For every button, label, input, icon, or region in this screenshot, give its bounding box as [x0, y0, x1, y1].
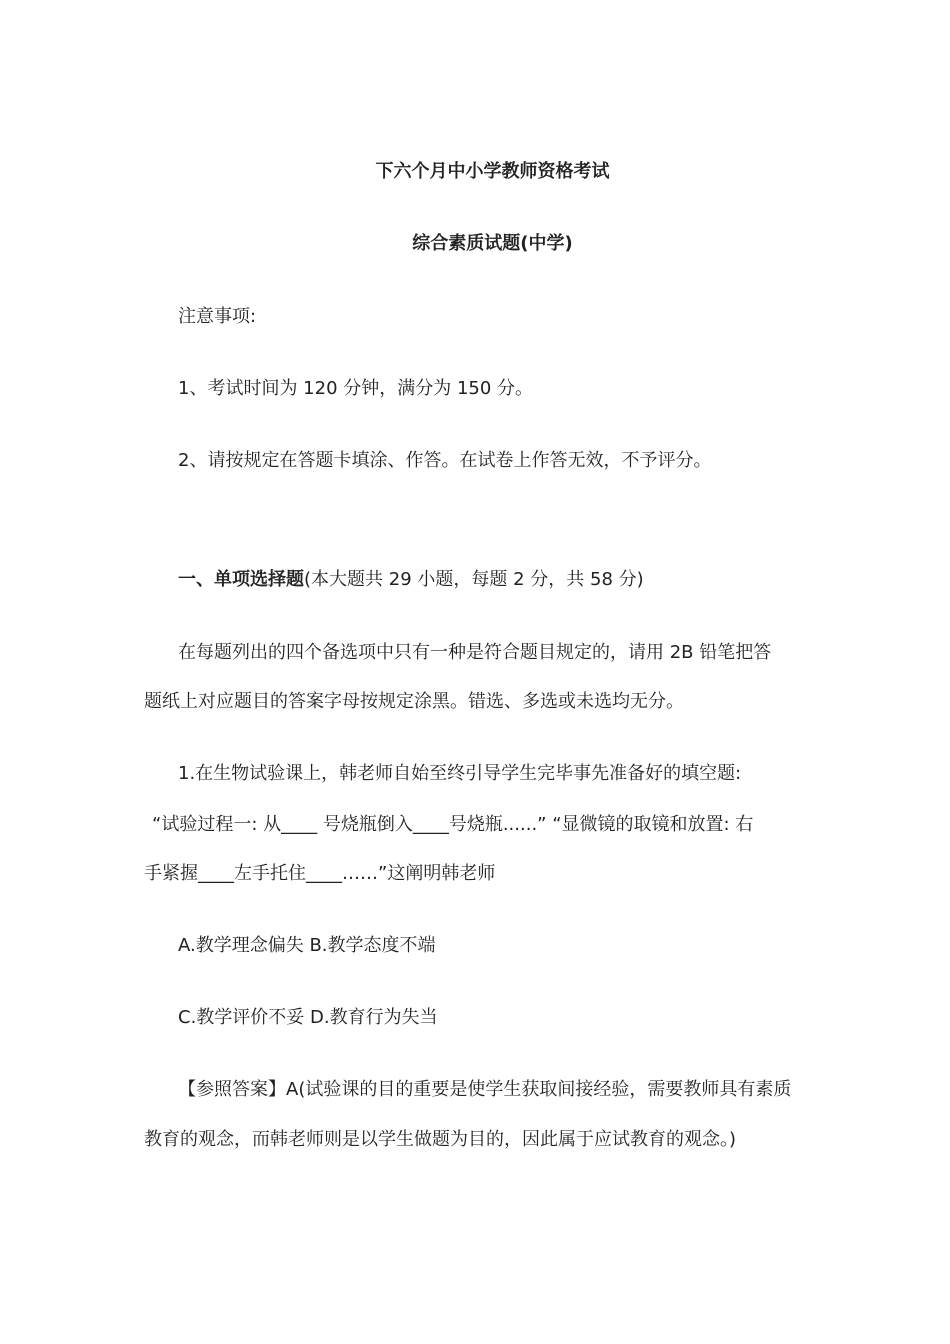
section-heading [178, 568, 644, 592]
section-heading-title: 一、单项选择题 [178, 569, 304, 590]
question-text: “试验过程一: 从____ 号烧瓶倒入____号烧瓶......” “显微镜的取镜和放置: 右 [152, 814, 754, 835]
section-heading-note: (本大题共 29 小题，每题 2 分，共 58 分) [304, 569, 644, 590]
answer-text: 教育的观念，而韩老师则是以学生做题为目的，因此属于应试教育的观念。) [144, 1129, 737, 1150]
document-title: 下六个月中小学教师资格考试 [375, 161, 610, 182]
section-instructions: 在每题列出的四个备选项中只有一种是符合题目规定的，请用 2B 铅笔把答 [178, 642, 772, 663]
notice-item: 1、考试时间为 120 分钟，满分为 150 分。 [178, 378, 534, 399]
section-instructions: 题纸上对应题目的答案字母按规定涂黑。错选、多选或未选均无分。 [144, 691, 684, 712]
notice-item: 2、请按规定在答题卡填涂、作答。在试卷上作答无效，不予评分。 [178, 450, 712, 471]
question-option: C.教学评价不妥 D.教育行为失当 [178, 1007, 438, 1028]
question-option: A.教学理念偏失 B.教学态度不端 [178, 935, 436, 956]
notice-heading: 注意事项: [178, 306, 257, 327]
question-text: 1.在生物试验课上，韩老师自始至终引导学生完毕事先准备好的填空题: [178, 763, 742, 784]
document-subtitle: 综合素质试题(中学) [412, 233, 573, 254]
question-text: 手紧握____左手托住____……”这阐明韩老师 [144, 863, 496, 884]
answer-text: 【参照答案】A(试验课的目的重要是使学生获取间接经验，需要教师具有素质 [178, 1079, 792, 1100]
